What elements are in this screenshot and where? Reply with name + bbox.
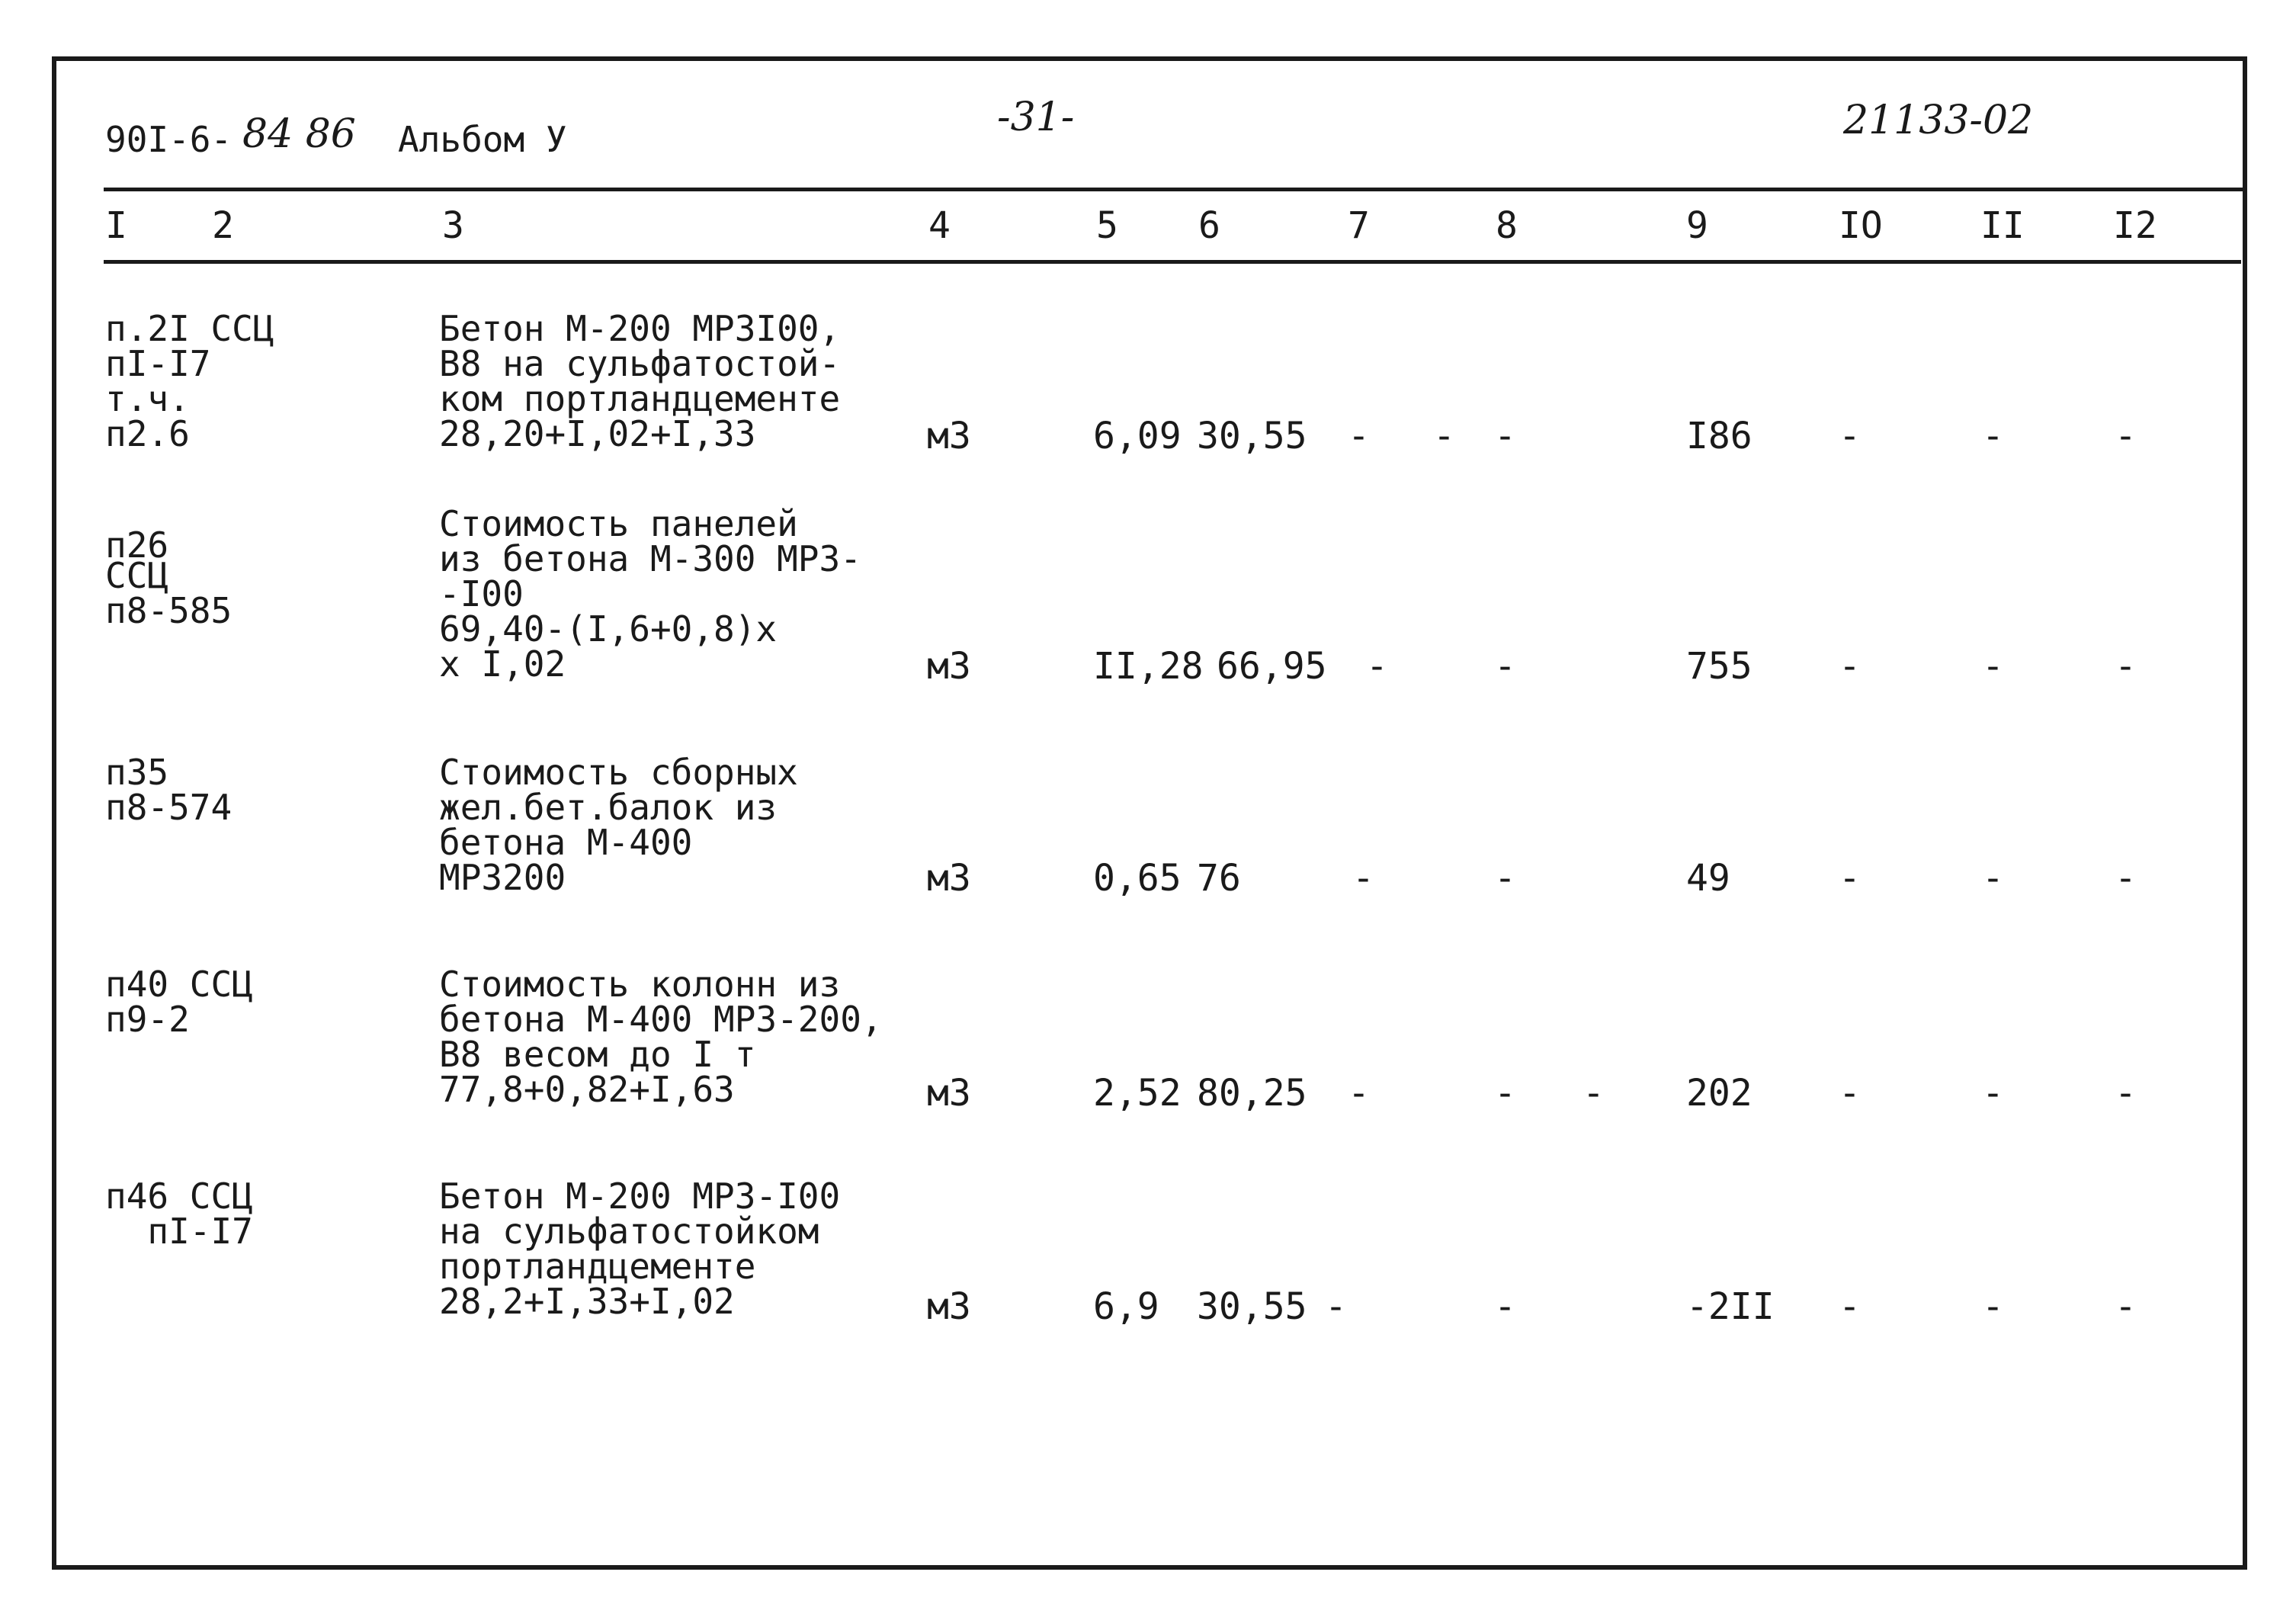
row-description-line: В8 на сульфатостой- — [439, 343, 841, 384]
column-number: 2 — [212, 204, 234, 247]
col11-cell: - — [1982, 857, 2004, 900]
col10-cell: - — [1839, 1285, 1861, 1328]
dash-cell: - — [1494, 415, 1516, 457]
col11-cell: - — [1982, 1072, 2004, 1115]
doc-number-handwritten: 84 86 — [242, 111, 356, 157]
dash-cell: - — [1583, 1072, 1605, 1115]
row-description-line: х I,02 — [439, 643, 566, 685]
column-number: 5 — [1096, 204, 1118, 247]
row-description-line: 28,2+I,33+I,02 — [439, 1281, 735, 1322]
row-ref-line: п40 ССЦ — [105, 964, 253, 1005]
dash-cell: - — [1494, 645, 1516, 688]
row-description-line: портландцементе — [439, 1246, 756, 1287]
sheet-code: 21133-02 — [1843, 98, 2034, 143]
row-ref-line: т.ч. — [105, 378, 190, 419]
row-ref-line: п35 — [105, 752, 169, 793]
row-ref-line: п9-2 — [105, 999, 190, 1040]
column-number: 9 — [1686, 204, 1708, 247]
row-ref-line: п46 ССЦ — [105, 1176, 253, 1217]
unit-cell: м3 — [927, 1072, 971, 1115]
row-ref-line: п26 — [105, 524, 169, 566]
row-description-line: из бетона М-300 МРЗ- — [439, 538, 861, 579]
col9-cell: -2II — [1686, 1285, 1775, 1328]
col9-cell: 202 — [1686, 1072, 1752, 1115]
row-description-line: МРЗ200 — [439, 857, 566, 898]
col12-cell: - — [2115, 1072, 2137, 1115]
col5-cell: II,28 — [1093, 645, 1204, 688]
column-number: I — [105, 204, 127, 247]
album-title: Альбом У — [398, 119, 567, 160]
col9-cell: 755 — [1686, 645, 1752, 688]
row-description-line: 77,8+0,82+I,63 — [439, 1069, 735, 1110]
row-ref-line: пI-I7 — [105, 1211, 253, 1252]
col12-cell: - — [2115, 857, 2137, 900]
row-ref-line: п8-574 — [105, 787, 232, 828]
dash-cell: - — [1494, 1072, 1516, 1115]
unit-cell: м3 — [927, 1285, 971, 1328]
col9-cell: I86 — [1686, 415, 1752, 457]
row-description-line: жел.бет.балок из — [439, 787, 778, 828]
row-description-line: на сульфатостойком — [439, 1211, 819, 1252]
col12-cell: - — [2115, 1285, 2137, 1328]
col10-cell: - — [1839, 415, 1861, 457]
col9-cell: 49 — [1686, 857, 1730, 900]
col6-cell: 30,55 — [1197, 415, 1307, 457]
col5-cell: 0,65 — [1093, 857, 1182, 900]
dash-cell: - — [1325, 1285, 1347, 1328]
row-description-line: Бетон М-200 МРЗI00, — [439, 308, 841, 349]
page-frame — [52, 56, 2247, 1570]
row-description-line: 69,40-(I,6+0,8)х — [439, 608, 778, 650]
dash-cell: - — [1352, 857, 1374, 900]
col12-cell: - — [2115, 645, 2137, 688]
unit-cell: м3 — [927, 645, 971, 688]
column-number: 8 — [1496, 204, 1518, 247]
col6-cell: 80,25 — [1197, 1072, 1307, 1115]
row-ref-line: пI-I7 — [105, 343, 211, 384]
column-number: 7 — [1348, 204, 1370, 247]
col12-cell: - — [2115, 415, 2137, 457]
dash-cell: - — [1494, 1285, 1516, 1328]
column-number: I2 — [2113, 204, 2157, 247]
dash-cell: - — [1348, 1072, 1370, 1115]
dash-cell: - — [1494, 857, 1516, 900]
row-description-line: Стоимость колонн из — [439, 964, 841, 1005]
column-number: II — [1980, 204, 2025, 247]
row-description-line: В8 весом до I т — [439, 1034, 756, 1075]
col5-cell: 6,09 — [1093, 415, 1182, 457]
dash-cell: - — [1433, 415, 1455, 457]
row-description-line: 28,20+I,02+I,33 — [439, 413, 756, 454]
col5-cell: 2,52 — [1093, 1072, 1182, 1115]
col10-cell: - — [1839, 645, 1861, 688]
col6-cell: 66,95 — [1217, 645, 1327, 688]
dash-cell: - — [1366, 645, 1388, 688]
row-description-line: -I00 — [439, 573, 524, 614]
page-number: -31- — [997, 95, 1075, 140]
dash-cell: - — [1348, 415, 1370, 457]
row-description-line: Стоимость панелей — [439, 503, 798, 544]
col11-cell: - — [1982, 1285, 2004, 1328]
col6-cell: 30,55 — [1197, 1285, 1307, 1328]
unit-cell: м3 — [927, 415, 971, 457]
row-ref-line: п.2I ССЦ — [105, 308, 274, 349]
row-ref-line: ССЦ — [105, 555, 169, 596]
column-number: 3 — [442, 204, 464, 247]
col11-cell: - — [1982, 415, 2004, 457]
col5-cell: 6,9 — [1093, 1285, 1159, 1328]
column-number: 6 — [1198, 204, 1220, 247]
row-description-line: Бетон М-200 МРЗ-I00 — [439, 1176, 841, 1217]
row-ref-line: п2.6 — [105, 413, 190, 454]
row-description-line: Стоимость сборных — [439, 752, 798, 793]
col6-cell: 76 — [1197, 857, 1241, 900]
col10-cell: - — [1839, 1072, 1861, 1115]
doc-prefix: 90I-6- — [105, 119, 232, 160]
row-description-line: ком портландцементе — [439, 378, 841, 419]
column-header-rule — [104, 260, 2241, 264]
col11-cell: - — [1982, 645, 2004, 688]
unit-cell: м3 — [927, 857, 971, 900]
row-description-line: бетона М-400 — [439, 822, 693, 863]
column-number: 4 — [928, 204, 951, 247]
row-ref-line: п8-585 — [105, 590, 232, 631]
column-number: IO — [1839, 204, 1883, 247]
header-rule — [104, 188, 2247, 191]
row-description-line: бетона М-400 МРЗ-200, — [439, 999, 883, 1040]
col10-cell: - — [1839, 857, 1861, 900]
